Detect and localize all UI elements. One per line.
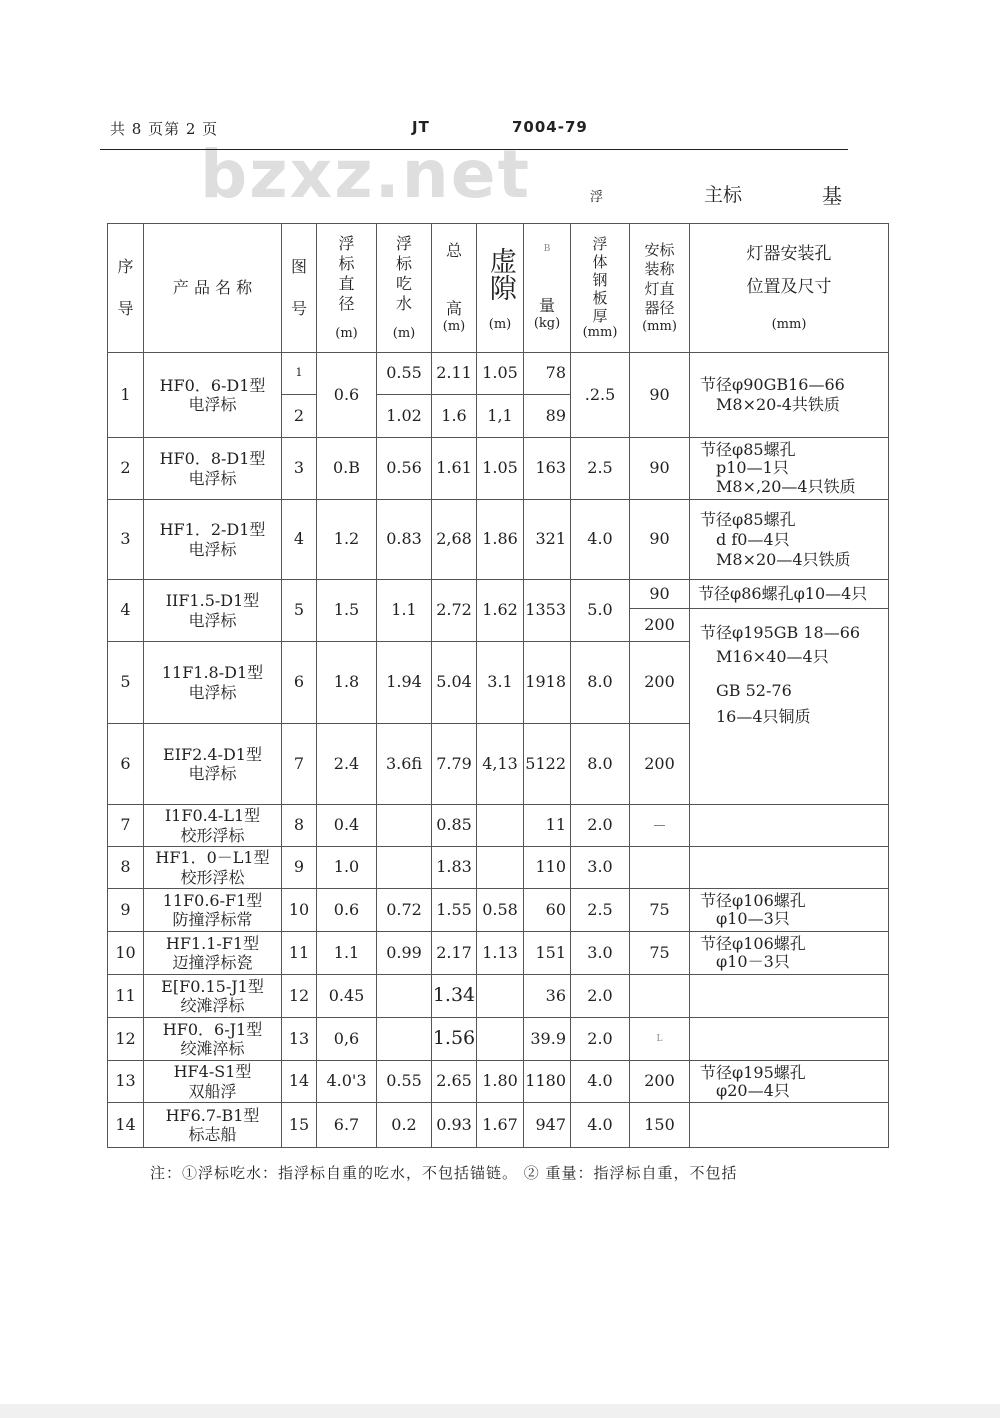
fig-h1: 图 (290, 257, 307, 276)
holes-cell (690, 1103, 889, 1148)
name-cell (144, 1018, 282, 1061)
draft-h4: 水 (395, 293, 412, 313)
fig-cell: 12 (282, 975, 317, 1018)
fig-cell: 11 (282, 932, 317, 975)
height-cell: 1.83 (432, 847, 477, 889)
gap-cell: 1.67 (477, 1103, 524, 1148)
gap-cell: 1.62 (477, 580, 524, 642)
gap-cell (477, 1018, 524, 1061)
diam-cell: 4.0'3 (317, 1061, 377, 1103)
lamp-cell: 90 (630, 580, 690, 609)
col-name-header: 产 品 名 称 (144, 224, 282, 353)
table-row (108, 975, 889, 1018)
table-row (108, 932, 889, 975)
holes-cell (690, 438, 889, 500)
seq-cell: 2 (108, 438, 144, 500)
plate-cell: 8.0 (571, 724, 630, 805)
gap-cell: 1.05 (477, 353, 524, 395)
plate-cell: 3.0 (571, 932, 630, 975)
lamp-h4: 器径 (644, 299, 675, 318)
seq-cell: 4 (108, 580, 144, 642)
table-row (108, 1061, 889, 1103)
name-line: HF0．8-D1型 (159, 449, 266, 469)
plate-h4: 板 (592, 289, 608, 308)
holes-cell (690, 353, 889, 438)
name-line: HF4-S1型 (173, 1062, 252, 1082)
diam-h1: 浮 (338, 233, 355, 253)
name-cell (144, 500, 282, 580)
page-info: 共 8 页第 2 页 (110, 120, 219, 138)
fig-cell: 13 (282, 1018, 317, 1061)
plate-h1: 浮 (592, 235, 608, 254)
fig-cell: 2 (282, 395, 317, 438)
gap-cell: 1.05 (477, 438, 524, 500)
holes-line: φ10—3只 (716, 909, 790, 928)
col-gap-header (477, 224, 524, 353)
weight-cell: 1353 (524, 580, 571, 642)
height-cell: 2.11 (432, 353, 477, 395)
lamp-unit: (mm) (642, 318, 677, 334)
plate-cell: 4.0 (571, 500, 630, 580)
holes-line: d f0—4只 (716, 529, 790, 549)
lamp-cell: 200 (630, 609, 690, 642)
draft-h2: 标 (395, 253, 412, 273)
name-line: HF0．6-D1型 (159, 375, 266, 395)
weight-cell: 110 (524, 847, 571, 889)
height-h2: 高 (445, 298, 462, 318)
holes-cell (690, 805, 889, 847)
col-draft-header (377, 224, 432, 353)
height-cell: 2,68 (432, 500, 477, 580)
gap-h1: 虚隙 (484, 246, 516, 301)
name-line: I1F0.4-L1型 (164, 806, 261, 826)
diam-cell: 0.4 (317, 805, 377, 847)
gap-cell: 0.58 (477, 889, 524, 932)
lamp-cell: 90 (630, 353, 690, 438)
col-height-header (432, 224, 477, 353)
seq-cell: 12 (108, 1018, 144, 1061)
name-line: HF6.7-B1型 (165, 1105, 260, 1125)
fig-cell: 14 (282, 1061, 317, 1103)
height-cell: 0.93 (432, 1103, 477, 1148)
weight-cell: 39.9 (524, 1018, 571, 1061)
holes-h1: 灯器安装孔 (746, 244, 832, 265)
gap-unit: (m) (488, 316, 512, 332)
col-seq-header (108, 224, 144, 353)
name-line: HF1.1-F1型 (165, 933, 260, 953)
draft-cell: 0.99 (377, 932, 432, 975)
diam-cell: 0.B (317, 438, 377, 500)
gap-cell: 1.80 (477, 1061, 524, 1103)
gap-cell (477, 847, 524, 889)
name-line: 电浮标 (188, 764, 237, 783)
name-line: IIF1.5-D1型 (165, 591, 260, 611)
seq-cell: 9 (108, 889, 144, 932)
holes-cell (690, 889, 889, 932)
plate-cell: 8.0 (571, 642, 630, 724)
height-cell: 7.79 (432, 724, 477, 805)
seq-cell: 6 (108, 724, 144, 805)
draft-cell: 1.1 (377, 580, 432, 642)
lamp-cell: 75 (630, 932, 690, 975)
holes-line: 16—4只铜质 (716, 707, 811, 726)
diam-cell: 0.45 (317, 975, 377, 1018)
diam-cell: 1.2 (317, 500, 377, 580)
plate-cell: 2.0 (571, 1018, 630, 1061)
height-cell: 0.85 (432, 805, 477, 847)
fig-cell: 15 (282, 1103, 317, 1148)
fig-cell: 3 (282, 438, 317, 500)
lamp-cell: 200 (630, 642, 690, 724)
draft-cell (377, 975, 432, 1018)
lamp-h3: 灯直 (644, 279, 675, 298)
holes-line: M8×,20—4只铁质 (716, 476, 856, 496)
holes-line: GB 52-76 (716, 681, 792, 700)
name-line: 电浮标 (188, 682, 237, 702)
draft-cell (377, 1018, 432, 1061)
plate-cell: 2.5 (571, 438, 630, 500)
table-row (108, 580, 889, 609)
holes-cell (690, 932, 889, 975)
seq-cell: 8 (108, 847, 144, 889)
footnote: 注：①浮标吃水：指浮标自重的吃水，不包括锚链。 ② 重量：指浮标自重，不包括 (150, 1164, 738, 1182)
weight-cell: 78 (524, 353, 571, 395)
fig-h2: 号 (290, 299, 307, 318)
draft-cell: 0.55 (377, 353, 432, 395)
holes-line: M16×40—4只 (716, 647, 829, 666)
draft-cell: 3.6fi (377, 724, 432, 805)
col-lamp-header (630, 224, 690, 353)
draft-cell: 0.56 (377, 438, 432, 500)
diam-cell: 1.1 (317, 932, 377, 975)
standard-number: 7004-79 (512, 118, 588, 136)
holes-cell: 节径φ86螺孔φ10—4只 (690, 580, 889, 609)
lamp-cell: L (630, 1018, 690, 1061)
name-line: HF1．0－L1型 (155, 848, 270, 868)
lamp-h2: 装称 (644, 260, 675, 279)
name-cell (144, 1061, 282, 1103)
fig-cell: 8 (282, 805, 317, 847)
holes-line: 节径φ106螺孔 (700, 934, 806, 954)
plate-cell: .2.5 (571, 353, 630, 438)
holes-cell (690, 847, 889, 889)
name-line: 迈撞浮标瓷 (172, 953, 253, 972)
gap-cell (477, 805, 524, 847)
name-line: 11F0.6-F1型 (162, 890, 263, 910)
name-line: 11F1.8-D1型 (161, 663, 264, 683)
holes-cell (690, 1061, 889, 1103)
holes-cell (690, 500, 889, 580)
draft-cell: 0.83 (377, 500, 432, 580)
holes-line: 节径φ90GB16—66 (700, 375, 845, 394)
weight-cell: 60 (524, 889, 571, 932)
weight-cell: 1180 (524, 1061, 571, 1103)
plate-h2: 体 (592, 253, 608, 272)
plate-cell: 2.0 (571, 975, 630, 1018)
diam-cell: 1.5 (317, 580, 377, 642)
lamp-cell (630, 975, 690, 1018)
holes-line: 节径φ85螺孔 (700, 439, 796, 459)
name-cell (144, 438, 282, 500)
gap-cell (477, 975, 524, 1018)
name-line: 绞滩浮标 (180, 996, 245, 1015)
fig-cell: 7 (282, 724, 317, 805)
gap-cell: 1.86 (477, 500, 524, 580)
height-cell: 2.65 (432, 1061, 477, 1103)
diam-h4: 径 (338, 293, 355, 313)
holes-line: 节径φ195GB 18—66 (700, 623, 861, 642)
height-h1: 总 (445, 240, 462, 260)
gap-cell: 4,13 (477, 724, 524, 805)
draft-h1: 浮 (395, 233, 412, 253)
name-line: HF1．2-D1型 (159, 520, 266, 540)
col-plate-header (571, 224, 630, 353)
diam-cell: 0.6 (317, 353, 377, 438)
holes-cell (690, 1018, 889, 1061)
name-cell (144, 580, 282, 642)
lamp-cell: 75 (630, 889, 690, 932)
seq-h1: 序 (117, 257, 134, 276)
watermark: bzxz.net (200, 136, 532, 213)
weight-cell: 5122 (524, 724, 571, 805)
plate-unit: (mm) (582, 325, 618, 341)
draft-cell: 1.94 (377, 642, 432, 724)
name-cell (144, 353, 282, 438)
holes-line: 节径φ85螺孔 (700, 509, 796, 529)
plate-h5: 厚 (592, 307, 608, 326)
name-cell (144, 975, 282, 1018)
height-cell: 1.55 (432, 889, 477, 932)
height-cell: 1.34 (432, 975, 477, 1018)
gap-cell: 1,1 (477, 395, 524, 438)
weight-cell: 321 (524, 500, 571, 580)
name-line: 电浮标 (188, 610, 237, 630)
diam-h2: 标 (338, 253, 355, 273)
table-header-row (108, 224, 889, 353)
table-row (108, 438, 889, 500)
name-cell (144, 724, 282, 805)
height-cell: 1.6 (432, 395, 477, 438)
height-cell: 5.04 (432, 642, 477, 724)
plate-h3: 钢 (592, 271, 608, 290)
plate-cell: 4.0 (571, 1061, 630, 1103)
height-unit: (m) (442, 318, 466, 334)
table-row (108, 805, 889, 847)
seq-cell: 5 (108, 642, 144, 724)
plate-cell: 5.0 (571, 580, 630, 642)
table-row (108, 1103, 889, 1148)
holes-line: φ10－3只 (716, 952, 790, 971)
lamp-cell: 90 (630, 500, 690, 580)
holes-line: φ20—4只 (716, 1080, 790, 1100)
lamp-cell: 90 (630, 438, 690, 500)
table-row (108, 847, 889, 889)
header-rule (100, 149, 848, 150)
weight-cell: 1918 (524, 642, 571, 724)
holes-h2: 位置及尺寸 (746, 276, 832, 297)
plate-cell: 2.0 (571, 805, 630, 847)
height-cell: 1.56 (432, 1018, 477, 1061)
col-holes-header (690, 224, 889, 353)
name-line: HF0．6-J1型 (162, 1019, 263, 1039)
standard-code: JT (412, 118, 430, 136)
diam-cell: 6.7 (317, 1103, 377, 1148)
name-cell (144, 847, 282, 889)
fig-cell: 4 (282, 500, 317, 580)
name-cell (144, 805, 282, 847)
table-row (108, 889, 889, 932)
name-line: 电浮标 (188, 539, 237, 559)
diam-cell: 0.6 (317, 889, 377, 932)
table-row (108, 500, 889, 580)
holes-line: 节径φ195螺孔 (700, 1062, 806, 1082)
height-cell: 2.17 (432, 932, 477, 975)
diam-cell: 0,6 (317, 1018, 377, 1061)
fig-cell: 10 (282, 889, 317, 932)
seq-h2: 导 (117, 299, 134, 318)
name-cell (144, 1103, 282, 1148)
weight-cell: 151 (524, 932, 571, 975)
holes-cell (690, 975, 889, 1018)
col-weight-header (524, 224, 571, 353)
seq-cell: 1 (108, 353, 144, 438)
lamp-cell: — (630, 805, 690, 847)
weight-h1: 量 (538, 295, 555, 315)
title-part-2: 主标 (704, 184, 743, 206)
fig-cell: 6 (282, 642, 317, 724)
lamp-cell: 200 (630, 724, 690, 805)
draft-h3: 吃 (395, 273, 412, 293)
lamp-cell (630, 847, 690, 889)
name-line: 电浮标 (188, 468, 237, 488)
holes-line: p10—1只 (716, 458, 789, 478)
seq-cell: 13 (108, 1061, 144, 1103)
name-line: 双船浮 (188, 1081, 237, 1101)
weight-unit: (kg) (533, 315, 561, 331)
seq-cell: 3 (108, 500, 144, 580)
draft-unit: (m) (392, 325, 416, 341)
holes-line: M8×20-4共铁质 (716, 395, 840, 414)
buoy-spec-table (107, 223, 889, 1148)
name-line: 标志船 (188, 1125, 237, 1144)
name-cell (144, 889, 282, 932)
diam-cell: 2.4 (317, 724, 377, 805)
diam-cell: 1.8 (317, 642, 377, 724)
diam-h3: 直 (338, 273, 355, 293)
fig-cell: 9 (282, 847, 317, 889)
draft-cell (377, 847, 432, 889)
diam-unit: (m) (335, 325, 358, 341)
lamp-cell: 150 (630, 1103, 690, 1148)
name-line: 电浮标 (188, 395, 237, 414)
name-cell (144, 642, 282, 724)
plate-cell: 3.0 (571, 847, 630, 889)
holes-line: M8×20—4只铁质 (716, 549, 851, 569)
draft-cell: 0.2 (377, 1103, 432, 1148)
name-line: E[F0.15-J1型 (161, 976, 264, 996)
title-part-3: 基 (822, 184, 842, 208)
weight-cell: 163 (524, 438, 571, 500)
name-cell (144, 932, 282, 975)
weight-cell: 947 (524, 1103, 571, 1148)
col-fig-header (282, 224, 317, 353)
height-cell: 2.72 (432, 580, 477, 642)
weight-h0: B (543, 244, 551, 255)
table-row (108, 1018, 889, 1061)
gap-cell: 1.13 (477, 932, 524, 975)
name-line: 防撞浮标常 (172, 910, 253, 929)
seq-cell: 14 (108, 1103, 144, 1148)
fig-cell: 5 (282, 580, 317, 642)
diam-cell: 1.0 (317, 847, 377, 889)
name-line: 绞滩淬标 (180, 1039, 245, 1058)
holes-unit: (mm) (771, 316, 807, 332)
col-diam-header (317, 224, 377, 353)
draft-cell: 0.55 (377, 1061, 432, 1103)
table-row (108, 353, 889, 395)
weight-cell: 89 (524, 395, 571, 438)
page-bottom-band (0, 1404, 1000, 1418)
seq-cell: 7 (108, 805, 144, 847)
gap-cell: 3.1 (477, 642, 524, 724)
seq-cell: 11 (108, 975, 144, 1018)
draft-cell (377, 805, 432, 847)
lamp-h1: 安标 (644, 240, 675, 259)
plate-cell: 2.5 (571, 889, 630, 932)
fig-cell: 1 (282, 353, 317, 395)
name-line: 校形浮标 (180, 825, 245, 845)
lamp-cell: 200 (630, 1061, 690, 1103)
title-part-1: 浮 (590, 190, 604, 205)
holes-cell-merged (690, 609, 889, 805)
seq-cell: 10 (108, 932, 144, 975)
name-line: EIF2.4-D1型 (163, 744, 262, 764)
height-cell: 1.61 (432, 438, 477, 500)
draft-cell: 1.02 (377, 395, 432, 438)
weight-cell: 11 (524, 805, 571, 847)
weight-cell: 36 (524, 975, 571, 1018)
name-line: 校形浮松 (180, 867, 245, 887)
draft-cell: 0.72 (377, 889, 432, 932)
plate-cell: 4.0 (571, 1103, 630, 1148)
holes-line: 节径φ106螺孔 (700, 891, 806, 911)
